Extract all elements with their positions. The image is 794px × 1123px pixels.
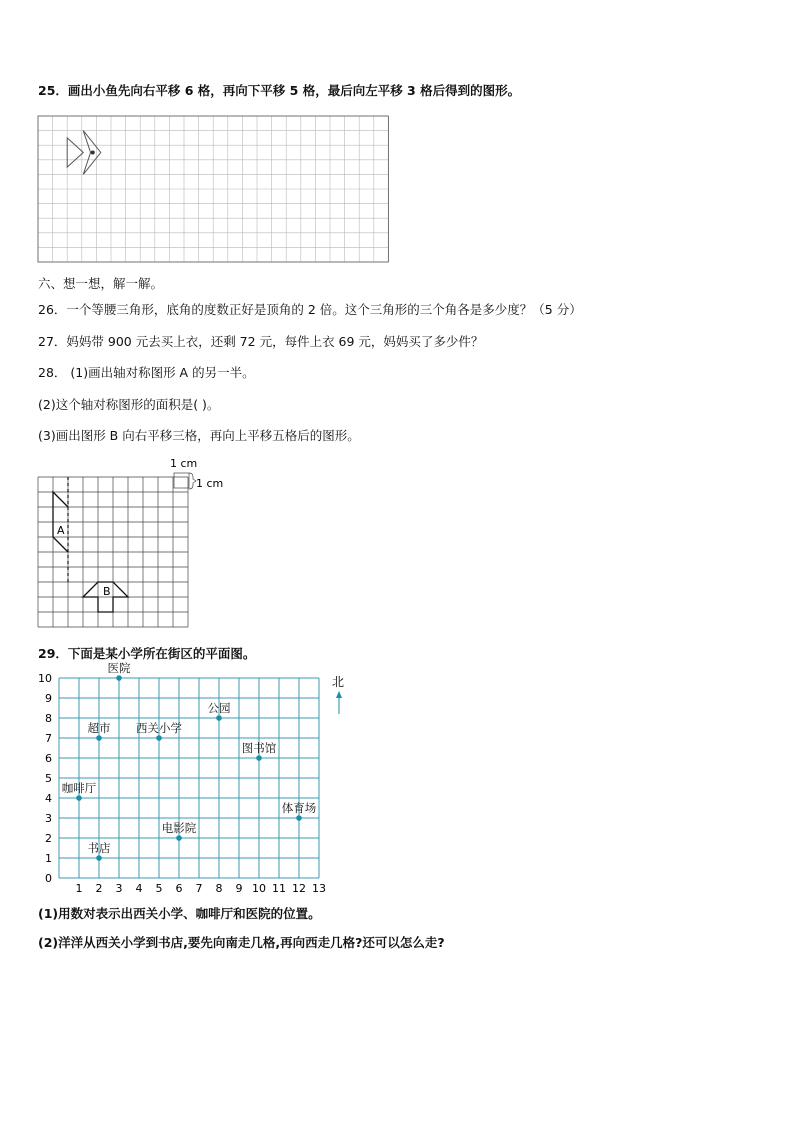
y-tick-label: 0 (45, 872, 52, 885)
place-label: 公园 (207, 701, 231, 715)
q29-sub2: (2)洋洋从西关小学到书店,要先向南走几格,再向西走几格?还可以怎么走? (38, 935, 445, 950)
x-tick-label: 6 (175, 882, 183, 895)
scale-brace (189, 473, 196, 489)
place-label: 电影院 (161, 821, 197, 835)
north-arrow-head (336, 691, 342, 698)
y-tick-label: 4 (45, 792, 52, 805)
x-tick-label: 3 (115, 882, 123, 895)
place-point (216, 715, 222, 721)
q28-text: 28． (1)画出轴对称图形 A 的另一半。 (38, 365, 255, 380)
x-tick-label: 8 (215, 882, 223, 895)
q26-text: 26．一个等腰三角形，底角的度数正好是顶角的 2 倍。这个三角形的三个角各是多少度？（5 分） (38, 302, 582, 317)
y-tick-label: 9 (45, 692, 52, 705)
place-label: 体育场 (281, 801, 317, 815)
section6-heading: 六、想一想，解一解。 (38, 276, 164, 291)
x-tick-label: 7 (195, 882, 203, 895)
place-label: 图书馆 (241, 741, 277, 755)
scale-horizontal-label: 1 cm (170, 457, 198, 470)
place-point (76, 795, 82, 801)
x-tick-label: 1 (75, 882, 83, 895)
x-tick-label: 5 (155, 882, 163, 895)
place-point (96, 735, 102, 741)
q29-sub1: (1)用数对表示出西关小学、咖啡厅和医院的位置。 (38, 906, 321, 921)
place-label: 书店 (87, 841, 111, 855)
fish-grid (38, 116, 398, 264)
place-point (256, 755, 262, 761)
scale-square (174, 473, 189, 488)
q28-sub2: (2)这个轴对称图形的面积是( )。 (38, 397, 220, 412)
y-tick-label: 5 (45, 772, 52, 785)
place-point (296, 815, 302, 821)
north-label: 北 (332, 675, 345, 689)
place-label: 超市 (87, 721, 111, 735)
y-tick-label: 10 (38, 672, 52, 685)
place-point (96, 855, 102, 861)
place-label: 医院 (107, 661, 131, 675)
shape-a-label: A (57, 524, 65, 537)
street-map (30, 661, 360, 898)
x-tick-label: 9 (235, 882, 243, 895)
y-tick-label: 2 (45, 832, 52, 845)
x-tick-label: 13 (312, 882, 326, 895)
symmetry-grid (38, 455, 238, 630)
q25-text: 25．画出小鱼先向右平移 6 格，再向下平移 5 格，最后向左平移 3 格后得到的图形。 (38, 83, 521, 98)
q27-text: 27．妈妈带 900 元去买上衣，还剩 72 元，每件上衣 69 元，妈妈买了多少件？ (38, 334, 484, 349)
y-tick-label: 7 (45, 732, 52, 745)
place-label: 咖啡厅 (61, 781, 97, 795)
shape-b-label: B (103, 585, 111, 598)
place-point (116, 675, 122, 681)
x-tick-label: 2 (95, 882, 103, 895)
y-tick-label: 3 (45, 812, 52, 825)
fish-eye (91, 151, 95, 155)
x-tick-label: 10 (252, 882, 266, 895)
y-tick-label: 1 (45, 852, 52, 865)
scale-vertical-label: 1 cm (196, 477, 224, 490)
y-tick-label: 6 (45, 752, 52, 765)
x-tick-label: 12 (292, 882, 306, 895)
q29-text: 29．下面是某小学所在街区的平面图。 (38, 646, 256, 661)
place-label: 西关小学 (136, 721, 182, 735)
x-tick-label: 4 (135, 882, 143, 895)
q28-sub3: (3)画出图形 B 向右平移三格，再向上平移五格后的图形。 (38, 428, 360, 443)
place-point (176, 835, 182, 841)
y-tick-label: 8 (45, 712, 52, 725)
place-point (156, 735, 162, 741)
fish-tail (67, 138, 83, 167)
x-tick-label: 11 (272, 882, 286, 895)
